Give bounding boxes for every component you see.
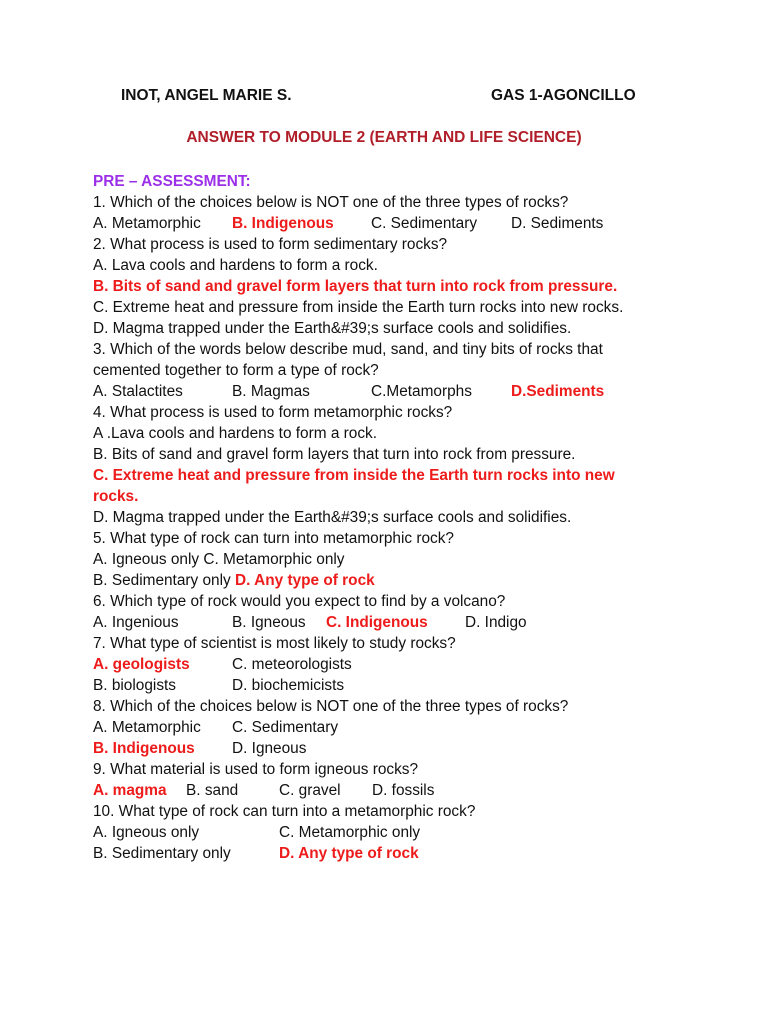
q1-answer: B. Indigenous	[232, 215, 334, 232]
q9-choice-b: B. sand	[186, 782, 239, 799]
question-5: 5. What type of rock can turn into metamorphic rock?	[93, 530, 454, 547]
q5-choices-a-c: A. Igneous only C. Metamorphic only	[93, 551, 345, 568]
q8-choice-a: A. Metamorphic	[93, 719, 201, 736]
question-7: 7. What type of scientist is most likely to study rocks?	[93, 635, 456, 652]
q2-answer: B. Bits of sand and gravel form layers that turn into rock from pressure.	[93, 278, 618, 295]
q6-choice-a: A. Ingenious	[93, 614, 179, 631]
q5-choice-b: B. Sedimentary only	[93, 572, 231, 589]
question-10: 10. What type of rock can turn into a metamorphic rock?	[93, 803, 476, 820]
q6-choice-b: B. Igneous	[232, 614, 306, 631]
q3-choice-b: B. Magmas	[232, 383, 310, 400]
q3-choice-a: A. Stalactites	[93, 383, 183, 400]
q1-choice-a: A. Metamorphic	[93, 215, 201, 232]
q9-choice-d: D. fossils	[372, 782, 435, 799]
class-section: GAS 1-AGONCILLO	[491, 87, 636, 104]
q7-choice-b: B. biologists	[93, 677, 176, 694]
question-10-choices-a-c	[93, 822, 693, 843]
q10-choice-a: A. Igneous only	[93, 824, 200, 841]
question-1-choices	[93, 213, 693, 234]
q7-answer: A. geologists	[93, 656, 190, 673]
question-3-line-1: 3. Which of the words below describe mud, sand, and tiny bits of rocks that	[93, 341, 603, 358]
question-3-choices	[93, 381, 693, 402]
question-6-choices	[93, 612, 693, 633]
q9-choice-c: C. gravel	[279, 782, 341, 799]
q5-answer: D. Any type of rock	[235, 572, 375, 589]
question-8-choices-a-c	[93, 717, 693, 738]
q3-answer: D.Sediments	[511, 383, 605, 400]
question-8-choices-b-d	[93, 738, 693, 759]
q4-answer-line-1: C. Extreme heat and pressure from inside the Earth turn rocks into new	[93, 467, 615, 484]
question-8: 8. Which of the choices below is NOT one of the three types of rocks?	[93, 698, 569, 715]
question-7-choices-b-d	[93, 675, 693, 696]
q4-choice-a: A .Lava cools and hardens to form a rock.	[93, 425, 378, 442]
student-name: INOT, ANGEL MARIE S.	[121, 87, 292, 104]
q6-choice-d: D. Indigo	[465, 614, 527, 631]
section-heading: PRE – ASSESSMENT:	[93, 173, 251, 190]
q4-choice-b: B. Bits of sand and gravel form layers that turn into rock from pressure.	[93, 446, 576, 463]
q6-answer: C. Indigenous	[326, 614, 428, 631]
question-9-choices	[93, 780, 693, 801]
q10-answer: D. Any type of rock	[279, 845, 419, 862]
question-2: 2. What process is used to form sedimentary rocks?	[93, 236, 448, 253]
q8-choice-c: C. Sedimentary	[232, 719, 339, 736]
question-10-choices-b-d	[93, 843, 693, 864]
q10-choice-c: C. Metamorphic only	[279, 824, 421, 841]
q7-choice-d: D. biochemicists	[232, 677, 345, 694]
q8-choice-d: D. Igneous	[232, 740, 307, 757]
q1-choice-d: D. Sediments	[511, 215, 604, 232]
question-3-line-2: cemented together to form a type of rock?	[93, 362, 379, 379]
q2-choice-d: D. Magma trapped under the Earth&#39;s surface cools and solidifies.	[93, 320, 572, 337]
q4-choice-d: D. Magma trapped under the Earth&#39;s surface cools and solidifies.	[93, 509, 572, 526]
q4-answer-line-2: rocks.	[93, 488, 139, 505]
q7-choice-c: C. meteorologists	[232, 656, 352, 673]
question-7-choices-a-c	[93, 654, 693, 675]
q2-choice-a: A. Lava cools and hardens to form a rock.	[93, 257, 378, 274]
question-1: 1. Which of the choices below is NOT one of the three types of rocks?	[93, 194, 569, 211]
question-6: 6. Which type of rock would you expect to find by a volcano?	[93, 593, 506, 610]
answer-body	[93, 171, 693, 864]
q8-answer: B. Indigenous	[93, 740, 195, 757]
q2-choice-c: C. Extreme heat and pressure from inside the Earth turn rocks into new rocks.	[93, 299, 624, 316]
q10-choice-b: B. Sedimentary only	[93, 845, 231, 862]
q1-choice-c: C. Sedimentary	[371, 215, 478, 232]
q9-answer: A. magma	[93, 782, 167, 799]
question-9: 9. What material is used to form igneous rocks?	[93, 761, 419, 778]
question-4: 4. What process is used to form metamorphic rocks?	[93, 404, 453, 421]
document-title: ANSWER TO MODULE 2 (EARTH AND LIFE SCIENCE)	[186, 129, 582, 146]
q5-choices-b-d	[93, 570, 693, 591]
q3-choice-c: C.Metamorphs	[371, 383, 472, 400]
